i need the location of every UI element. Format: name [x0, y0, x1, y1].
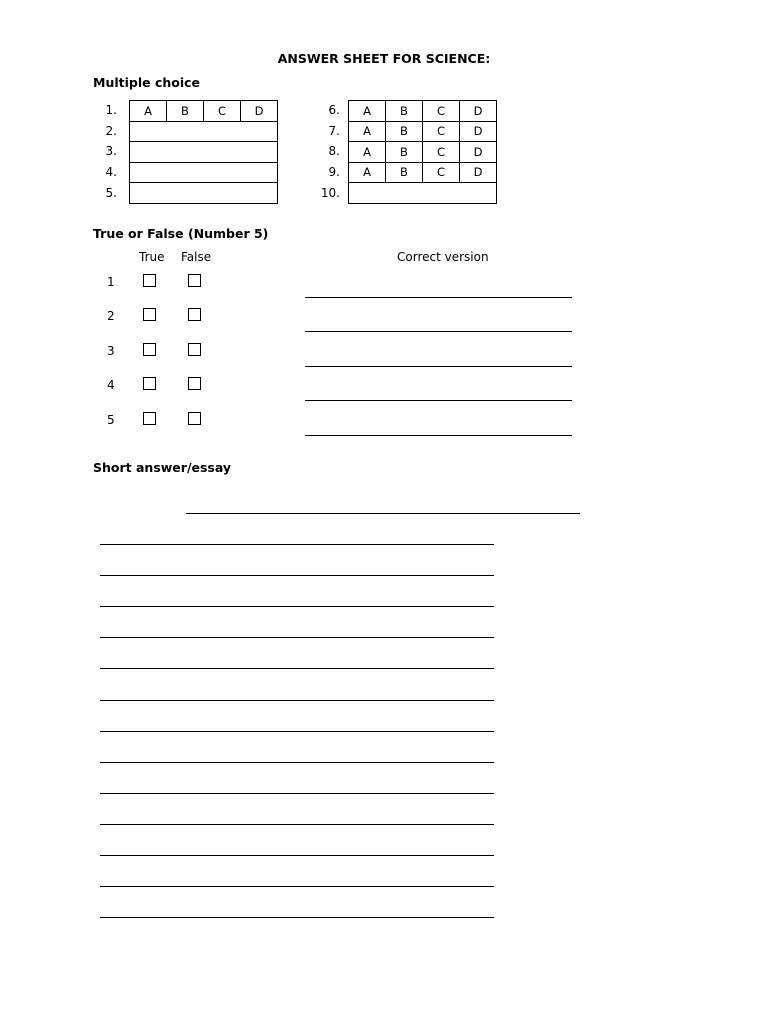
question-number: 4.	[105, 165, 117, 180]
tf-item-number: 4	[107, 378, 115, 393]
mc-answer-row	[130, 121, 278, 142]
question-number: 10.	[320, 185, 340, 200]
true-checkbox[interactable]	[143, 412, 156, 425]
page-title: ANSWER SHEET FOR SCIENCE:	[277, 51, 491, 66]
essay-answer-line[interactable]	[100, 793, 494, 794]
correct-version-label: Correct version	[397, 250, 489, 264]
essay-answer-line[interactable]	[100, 917, 494, 918]
short-answer-heading: Short answer/essay	[93, 460, 232, 475]
mc-answer-row	[349, 142, 497, 163]
mc-option-a[interactable]: A	[349, 162, 386, 183]
true-checkbox[interactable]	[143, 377, 156, 390]
mc-option-d[interactable]: D	[460, 162, 497, 183]
mc-option-b[interactable]: B	[386, 121, 423, 142]
false-checkbox[interactable]	[188, 343, 201, 356]
essay-answer-line[interactable]	[100, 731, 494, 732]
false-checkbox[interactable]	[188, 412, 201, 425]
essay-answer-line[interactable]	[100, 668, 494, 669]
essay-answer-line[interactable]	[100, 637, 494, 638]
mc-option-a[interactable]: A	[130, 101, 167, 122]
tf-item-number: 1	[107, 275, 115, 289]
mc-answer-row	[349, 162, 497, 183]
mc-option-c[interactable]: C	[204, 101, 241, 122]
question-number: 8.	[328, 144, 340, 159]
true-checkbox[interactable]	[143, 274, 156, 287]
question-number: 6.	[328, 103, 340, 117]
mc-left-grid	[129, 100, 278, 204]
essay-answer-line[interactable]	[100, 575, 494, 576]
mc-option-d[interactable]: D	[460, 101, 497, 122]
essay-answer-line[interactable]	[100, 855, 494, 856]
mc-answer-blank[interactable]	[130, 183, 278, 204]
mc-option-d[interactable]: D	[460, 121, 497, 142]
essay-answer-line[interactable]	[100, 886, 494, 887]
correct-version-line[interactable]	[305, 297, 572, 298]
mc-answer-blank[interactable]	[130, 121, 278, 142]
mc-option-d[interactable]: D	[241, 101, 278, 122]
mc-answer-row	[130, 162, 278, 183]
mc-option-d[interactable]: D	[460, 142, 497, 163]
tf-item-number: 3	[107, 343, 115, 358]
correct-version-line[interactable]	[305, 331, 572, 332]
question-number: 3.	[105, 144, 117, 159]
tf-item-number: 5	[107, 412, 115, 427]
mc-option-b[interactable]: B	[386, 101, 423, 122]
mc-answer-row	[130, 101, 278, 122]
essay-answer-line[interactable]	[100, 762, 494, 763]
false-checkbox[interactable]	[188, 274, 201, 287]
essay-answer-line[interactable]	[100, 606, 494, 607]
question-number: 7.	[328, 123, 340, 138]
mc-answer-row	[349, 121, 497, 142]
multiple-choice-heading: Multiple choice	[93, 75, 201, 90]
mc-answer-row	[349, 183, 497, 204]
question-number: 1.	[105, 103, 117, 117]
mc-option-b[interactable]: B	[167, 101, 204, 122]
mc-option-c[interactable]: C	[423, 121, 460, 142]
mc-answer-blank[interactable]	[130, 142, 278, 163]
mc-option-a[interactable]: A	[349, 121, 386, 142]
true-column-label: True	[139, 250, 165, 264]
essay-answer-line[interactable]	[100, 824, 494, 825]
tf-item-number: 2	[107, 309, 115, 324]
question-number: 5.	[105, 185, 117, 200]
mc-option-b[interactable]: B	[386, 162, 423, 183]
mc-option-a[interactable]: A	[349, 101, 386, 122]
mc-option-c[interactable]: C	[423, 142, 460, 163]
mc-option-c[interactable]: C	[423, 101, 460, 122]
true-false-heading: True or False (Number 5)	[93, 226, 269, 241]
correct-version-line[interactable]	[305, 400, 572, 401]
question-number: 9.	[328, 165, 340, 180]
mc-option-c[interactable]: C	[423, 162, 460, 183]
true-checkbox[interactable]	[143, 343, 156, 356]
mc-option-a[interactable]: A	[349, 142, 386, 163]
mc-answer-row	[349, 101, 497, 122]
mc-answer-blank[interactable]	[349, 183, 497, 204]
correct-version-line[interactable]	[305, 366, 572, 367]
false-column-label: False	[181, 250, 212, 264]
correct-version-line[interactable]	[305, 435, 572, 436]
mc-answer-row	[130, 142, 278, 163]
question-number: 2.	[105, 123, 117, 138]
mc-right-grid	[348, 100, 497, 204]
mc-answer-blank[interactable]	[130, 162, 278, 183]
essay-answer-line[interactable]	[100, 544, 494, 545]
short-answer-title-line[interactable]	[186, 513, 580, 514]
false-checkbox[interactable]	[188, 308, 201, 321]
mc-answer-row	[130, 183, 278, 204]
false-checkbox[interactable]	[188, 377, 201, 390]
true-checkbox[interactable]	[143, 308, 156, 321]
essay-answer-line[interactable]	[100, 700, 494, 701]
mc-option-b[interactable]: B	[386, 142, 423, 163]
